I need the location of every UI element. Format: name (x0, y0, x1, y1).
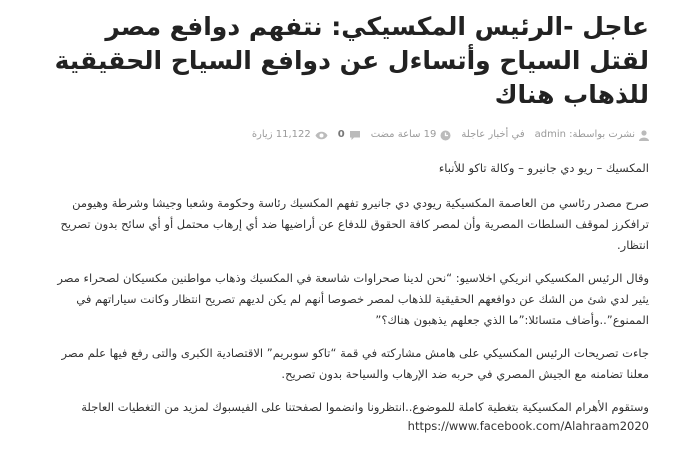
time-meta (371, 126, 452, 144)
article-body (40, 158, 649, 437)
comments-count: 0 (337, 129, 345, 140)
paragraph: وستقوم الأهرام المكسيكية بتغطية كاملة للموضوع..انتظرونا وانضموا لصفحتنا على الفيسبوك لمزيد من التغطيات العاجلة (81, 400, 649, 414)
comments-meta[interactable] (338, 126, 361, 144)
facebook-url-paragraph (40, 416, 649, 437)
category-link[interactable]: أخبار عاجلة (461, 129, 509, 140)
paragraph: وقال الرئيس المكسيكي انريكي اخلاسيو: “نحن لدينا صحراوات شاسعة في المكسيك وذهاب مواطنين مكسيكان لصحراء مصر يثير لدي شئ من الشك عن دوافعهم الحقيقية للذهاب لمصر خصوصا أنهم لم يكن لديهم تصريح انتظار وكانت سياراتهم في الممنوع”..وأضاف متسائلا:”ما الذي جعلهم يذهبون هناك؟” (57, 271, 649, 327)
paragraph: جاءت تصريحات الرئيس المكسيكي على هامش مشاركته في قمة “تاكو سوبريم” الاقتصادية الكبرى والتى رفع فيها علم مصر معلنا تضامنه مع الجيش المصري في حربه ضد الإرهاب والسياحة بدون تصريح. (61, 346, 649, 381)
time-ago: 19 ساعة مضت (370, 129, 437, 140)
eye-icon (315, 131, 328, 140)
comment-icon (349, 130, 361, 141)
category-meta (461, 126, 524, 144)
user-icon (639, 130, 649, 141)
paragraph: صرح مصدر رئاسي من العاصمة المكسيكية ريودي دي جانيرو تفهم المكسيك رئاسة وحكومة وشعبا وجيشا وشرطة وهيومن ترافكرز لموقف السلطات المصرية وأن لمصر كافة الحقوق للدفاع عن أراضيها ضد أي إرهاب محتمل أو أي سائح بدون تصريح انتظار. (60, 196, 649, 252)
post-meta (40, 126, 649, 144)
views-count: 11,122 زيارة (251, 129, 311, 140)
category-prefix: في (511, 129, 525, 140)
dateline: المكسيك – ريو دي جانيرو – وكالة تاكو للأنباء (438, 161, 649, 175)
views-meta (252, 126, 328, 144)
article-title: عاجل -الرئيس المكسيكي: نتفهم دوافع مصر لقتل السياح وأتساءل عن دوافع السياح الحقيقية للذهاب هناك (54, 12, 649, 109)
clock-icon (440, 130, 451, 141)
author-meta (535, 126, 649, 144)
facebook-url[interactable]: https://www.facebook.com/Alahraam2020 (407, 419, 649, 433)
author-link[interactable]: admin (534, 129, 566, 140)
posted-by-label: نشرت بواسطة: (569, 129, 635, 140)
